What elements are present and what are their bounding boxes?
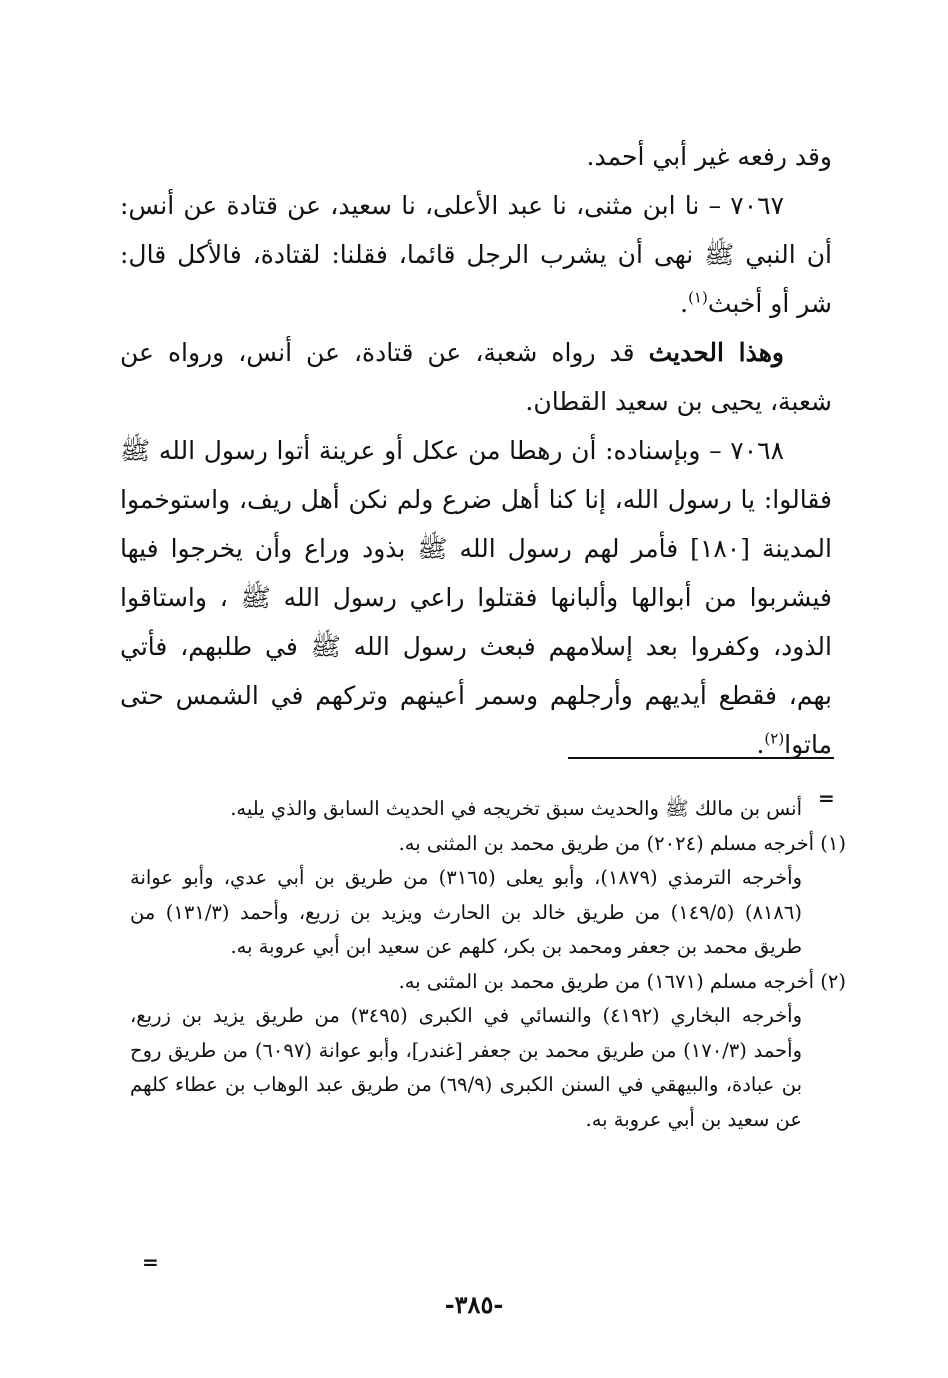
footnote-carryover: أنس بن مالك ﷺ والحديث سبق تخريجه في الحديث السابق والذي يليه. <box>230 797 802 820</box>
hadith-7068-end: . <box>756 730 765 759</box>
footnote-2-head: (٢) أخرجه مسلم (١٦٧١) من طريق محمد بن المثنى به. <box>398 969 846 993</box>
commentary-text: قد رواه شعبة، عن قتادة، عن أنس، ورواه عن شعبة، يحيى بن سعيد القطان. <box>120 338 832 416</box>
commentary-paragraph <box>120 328 832 426</box>
commentary-lead: وهذا الحديث <box>648 338 784 367</box>
footnotes <box>130 792 846 1137</box>
footnote-2-body: وأخرجه البخاري (٤١٩٢) والنسائي في الكبرى (٣٤٩٥) من طريق يزيد بن زريع، وأحمد (١٧٠/٣) من طريق محمد بن جعفر [غندر]، وأبو عوانة (٦٠٩٧) من طريق روح بن عبادة، والبيهقي في السنن الكبرى (٦٩/٩) من طريق عبد الوهاب بن عطاء كلهم عن سعيد بن أبي عروبة به. <box>130 1004 802 1131</box>
page-number: -٣٨٥- <box>444 1290 504 1319</box>
hadith-7068-text: ٧٠٦٨ – وبإسناده: أن رهطا من عكل أو عرينة أتوا رسول الله ﷺ فقالوا: يا رسول الله، إنا كنا أهل ضرع ولم نكن أهل ريف، واستوخموا المدينة [١٨٠] فأمر لهم رسول الله ﷺ بذود وراع وأن يخرجوا فيها فيشربوا من أبوالها وألبانها فقتلوا راعي رسول الله ﷺ ، واستاقوا الذود، وكفروا بعد إسلامهم فبعث رسول الله ﷺ في طلبهم، فأتي بهم، فقطع أيديهم وأرجلهم وسمر أعينهم وتركهم في الشمس حتى ماتوا <box>120 436 832 759</box>
paragraph-intro <box>120 132 832 181</box>
main-text <box>120 132 832 769</box>
footnote-1-head: (١) أخرجه مسلم (٢٠٢٤) من طريق محمد بن المثنى به. <box>398 831 846 855</box>
footnote-ref-1: (١) <box>688 288 708 307</box>
footnote-ref-2: (٢) <box>764 729 785 748</box>
hadith-7068 <box>120 426 832 769</box>
intro-text: وقد رفعه غير أبي أحمد. <box>586 142 832 171</box>
hadith-7067: ٧٠٦٧ – نا ابن مثنى، نا عبد الأعلى، نا سعيد، عن قتادة عن أنس: أن النبي ﷺ نهى أن يشرب الرجل قائما، فقلنا: لقتادة، فالأكل قال: شر أو أخبث$^{(١)}$. <box>120 191 832 318</box>
continuation-mark-bottom: = <box>142 1250 159 1274</box>
footnote-1-body: وأخرجه الترمذي (١٨٧٩)، وأبو يعلى (٣١٦٥) من طريق بن أبي عدي، وأبو عوانة (٨١٨٦) (١٤٩/٥) من طريق خالد بن الحارث ويزيد بن زريع، وأحمد (١٣١/٣) من طريق محمد بن جعفر ومحمد بن بكر، كلهم عن سعيد ابن أبي عروبة به. <box>130 866 802 958</box>
continuation-mark-top: = <box>818 786 835 810</box>
hadith-7067-text: ٧٠٦٧ – نا ابن مثنى، نا عبد الأعلى، نا سعيد، عن قتادة عن أنس: أن النبي ﷺ نهى أن يشرب الرجل قائما، فقلنا: لقتادة، فالأكل قال: شر أو أخبث <box>120 191 832 318</box>
footnote-separator <box>568 757 834 759</box>
